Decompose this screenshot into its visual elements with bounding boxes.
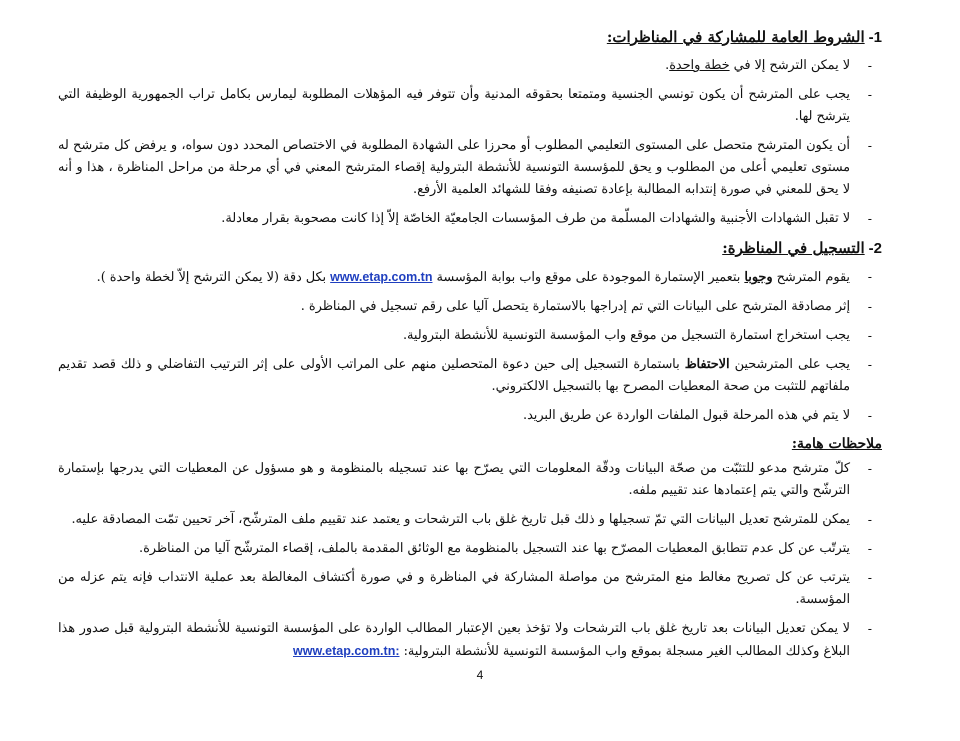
list-item	[58, 538, 882, 560]
item-text: يجب استخراج استمارة التسجيل من موقع واب المؤسسة التونسية للأنشطة البترولية.	[402, 328, 850, 343]
dash-bullet: -	[867, 621, 872, 636]
section2-list	[58, 266, 882, 427]
list-item	[58, 405, 882, 427]
item-text: لا يمكن تعديل البيانات بعد تاريخ غلق باب الترشحات ولا تؤخذ بعين الإعتبار المطالب الواردة على المؤسسة التونسية للأنشطة البترولية قبل صدور هذا البلاغ وكذلك المطالب الغير مسجلة بموقع واب المؤسسة التونسية للأنشطة البترولية:	[58, 621, 850, 659]
notes-list	[58, 458, 882, 663]
item-bold: وجوبا	[744, 270, 773, 285]
dash-bullet: -	[867, 58, 872, 73]
item-text: يترتّب عن كل عدم تتطابق المعطيات المصرّح بها عند التسجيل بالمنظومة مع الوثائق المقدمة بالملف، إقصاء المترشّح آليا من المناظرة.	[139, 541, 850, 556]
dash-bullet: -	[867, 541, 872, 556]
dash-bullet: -	[867, 299, 872, 314]
item-emphasis: خطة واحدة	[669, 58, 730, 73]
list-item	[58, 84, 882, 128]
notes-title: ملاحظات هامة:	[791, 436, 882, 452]
list-item	[58, 266, 882, 289]
item-text: لا يمكن الترشح إلا في	[729, 58, 850, 73]
dash-bullet: -	[867, 269, 872, 284]
page-number: 4	[476, 668, 484, 682]
item-text: بكل دقة (لا يمكن الترشح إلاّ لخطة واحدة ).	[96, 270, 331, 285]
dash-bullet: -	[867, 408, 872, 423]
item-text: .	[665, 58, 670, 73]
section1-heading	[58, 26, 882, 49]
item-text: كلّ مترشح مدعو للتثبّت من صحّة البيانات ودقّة المعلومات التي يصرّح بها عند تسجيله بالمنظومة و هو مسؤول عن المعطيات التي يدرجها بإستمارة الترشّح والتي يتم إعتمادها عند تقييم ملفه.	[58, 461, 850, 498]
section1-title: الشروط العامة للمشاركة في المناظرات:	[606, 28, 865, 46]
etap-website-link[interactable]: www.etap.com.tn:	[293, 644, 400, 658]
list-item	[58, 325, 882, 347]
etap-website-link[interactable]: www.etap.com.tn	[330, 270, 433, 284]
item-text: يجب على المترشحين	[729, 357, 850, 372]
dash-bullet: -	[867, 211, 872, 226]
section2-title: التسجيل في المناظرة:	[722, 239, 865, 257]
list-item	[58, 354, 882, 398]
item-text: يجب على المترشح أن يكون تونسي الجنسية ومتمتعا بحقوقه المدنية وأن تتوفر فيه المؤهلات المطلوبة ليمارس بكامل تراب الجمهورية الوظيفة التي يترشح لها.	[58, 87, 850, 124]
dash-bullet: -	[867, 461, 872, 476]
section1-number: 1-	[868, 29, 882, 46]
list-item	[58, 509, 882, 531]
item-text: إثر مصادقة المترشح على البيانات التي تم إدراجها بالاستمارة يتحصل آليا على رقم تسجيل في المناظرة .	[300, 299, 850, 314]
dash-bullet: -	[867, 328, 872, 343]
dash-bullet: -	[867, 357, 872, 372]
item-bold: الاحتفاظ	[684, 357, 730, 372]
item-text: باستمارة التسجيل إلى حين دعوة المتحصلين منهم على المراتب الأولى على إثر الترتيب التفاضلي و ذلك قصد تقديم ملفاتهم للتثبت من صحة المعطيات المصرح بها بالتسجيل الالكتروني.	[58, 357, 850, 394]
item-text: يمكن للمترشح تعديل البيانات التي تمّ تسجيلها و ذلك قبل تاريخ غلق باب الترشحات و يعتمد عند تقييم ملف المترشّح، آخر تحيين تمّت المصادقة عليه.	[71, 512, 850, 527]
section1-list	[58, 55, 882, 230]
list-item	[58, 135, 882, 201]
item-text: لا يتم في هذه المرحلة قبول الملفات الواردة عن طريق البريد.	[523, 408, 850, 423]
dash-bullet: -	[867, 570, 872, 585]
list-item	[58, 208, 882, 230]
list-item	[58, 567, 882, 611]
item-text: بتعمير الإستمارة الموجودة على موقع واب بوابة المؤسسة	[432, 270, 745, 285]
list-item	[58, 296, 882, 318]
dash-bullet: -	[867, 87, 872, 102]
list-item	[58, 458, 882, 502]
dash-bullet: -	[867, 138, 872, 153]
dash-bullet: -	[867, 512, 872, 527]
section2-number: 2-	[868, 240, 882, 257]
section2-heading	[58, 237, 882, 260]
list-item	[58, 55, 882, 77]
item-text: يقوم المترشح	[772, 270, 850, 285]
item-text: أن يكون المترشح متحصل على المستوى التعليمي المطلوب أو محرزا على الشهادة المطلوبة في الاختصاص المحدد دون سواه، و يرفض كل مترشح له مستوى تعليمي أعلى من المطلوب و يحق للمؤسسة التونسية للأنشطة البترولية إقصاء المترشح المعني في أي مرحلة من مراحل المناظرة ، هذا و أنه لا يحق للمعني في صورة إنتدابه المطالبة بإعادة تصنيفه وفقا للشهائد العلمية الأرفع.	[58, 138, 850, 197]
item-text: لا تقبل الشهادات الأجنبية والشهادات المسلّمة من طرف المؤسسات الجامعيّة الخاصّة إلاّ إذا كانت مصحوبة بقرار معادلة.	[221, 211, 850, 226]
item-text: يترتب عن كل تصريح مغالط منع المترشح من مواصلة المشاركة في المناظرة و في صورة أكتشاف المغالطة بعد عملية الانتداب فإنه يتم عزله من المؤسسة.	[58, 570, 850, 607]
list-item	[58, 618, 882, 663]
